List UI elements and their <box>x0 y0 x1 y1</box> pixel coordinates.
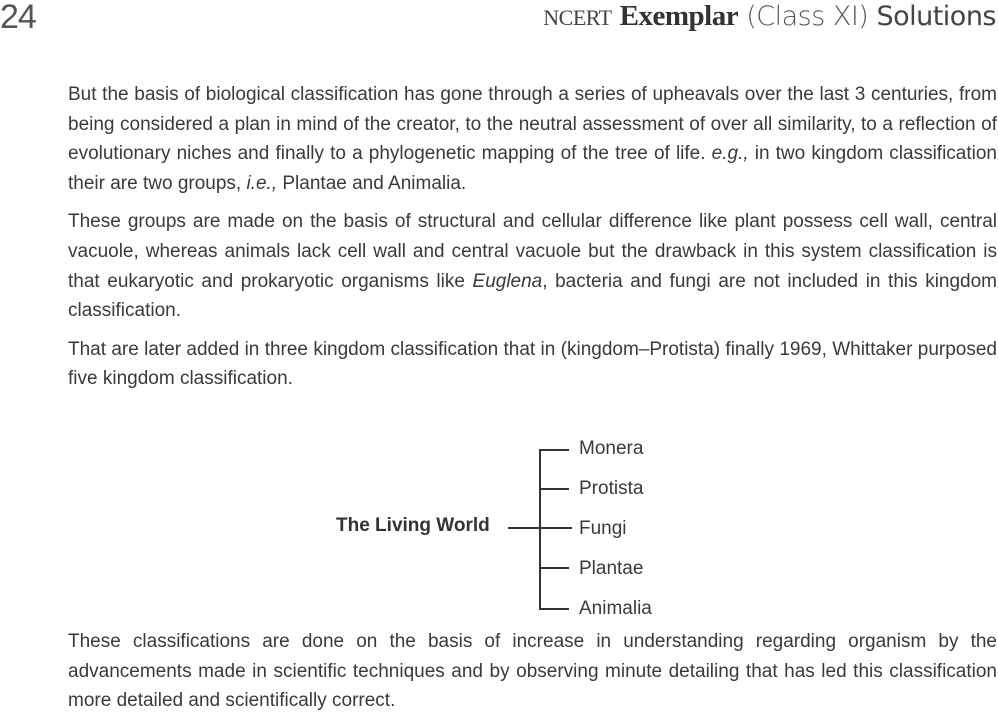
text: , bacteria and fungi are not included in this kingdom classification. <box>68 270 998 322</box>
italic-text: e.g., <box>711 143 749 165</box>
diagram-leaf: Plantae <box>579 558 644 579</box>
diagram-leaf: Monera <box>579 438 644 459</box>
diagram-root: The Living World <box>336 515 490 536</box>
text: Plantae and Animalia. <box>277 172 467 194</box>
header-title: Exemplar <box>619 0 739 32</box>
header-prefix: NCERT <box>543 5 612 30</box>
diagram-leaf: Protista <box>579 478 644 499</box>
diagram-leaf: Animalia <box>579 598 652 619</box>
bracket-line <box>539 449 541 609</box>
running-header <box>543 0 996 33</box>
page-number: 24 <box>0 0 36 36</box>
branch-line <box>539 567 569 569</box>
closing-paragraph: These classifications are done on the basis of increase in understanding regarding organism by the advancements made in scientific techniques and by observing minute detailing that has led this classification more detailed and scientifically correct. <box>68 631 997 712</box>
italic-text: i.e., <box>246 172 278 194</box>
text: in two kingdom classification their are two groups, <box>68 143 997 194</box>
italic-text: Euglena <box>472 270 543 292</box>
paragraph <box>68 207 997 325</box>
body-text <box>68 80 997 403</box>
branch-line <box>539 608 569 610</box>
diagram-leaf: Fungi <box>579 518 627 539</box>
text: But the basis of biological classification has gone through a series of upheavals over the last 3 centuries, from being considered a plan in mind of the creator, to the neutral assessment of over all similarity, to a reflection of evolutionary niches and finally to a phylogenetic mapping of the tree of life. <box>68 84 997 165</box>
paragraph <box>68 80 997 198</box>
text: That are later added in three kingdom classification that in (kingdom–Protista) finally 1969, Whittaker purposed five kingdom classification. <box>68 338 997 390</box>
text: These groups are made on the basis of structural and cellular difference like plant possess cell wall, central vacuole, whereas animals lack cell wall and central vacuole but the drawback in this system classification is that eukaryotic and prokaryotic organisms like <box>68 211 997 292</box>
branch-line <box>539 488 569 490</box>
header-class: (Class XI) <box>746 1 869 32</box>
root-connector <box>508 527 572 529</box>
header-suffix: Solutions <box>876 1 996 32</box>
branch-line <box>539 449 569 451</box>
paragraph <box>68 335 997 394</box>
